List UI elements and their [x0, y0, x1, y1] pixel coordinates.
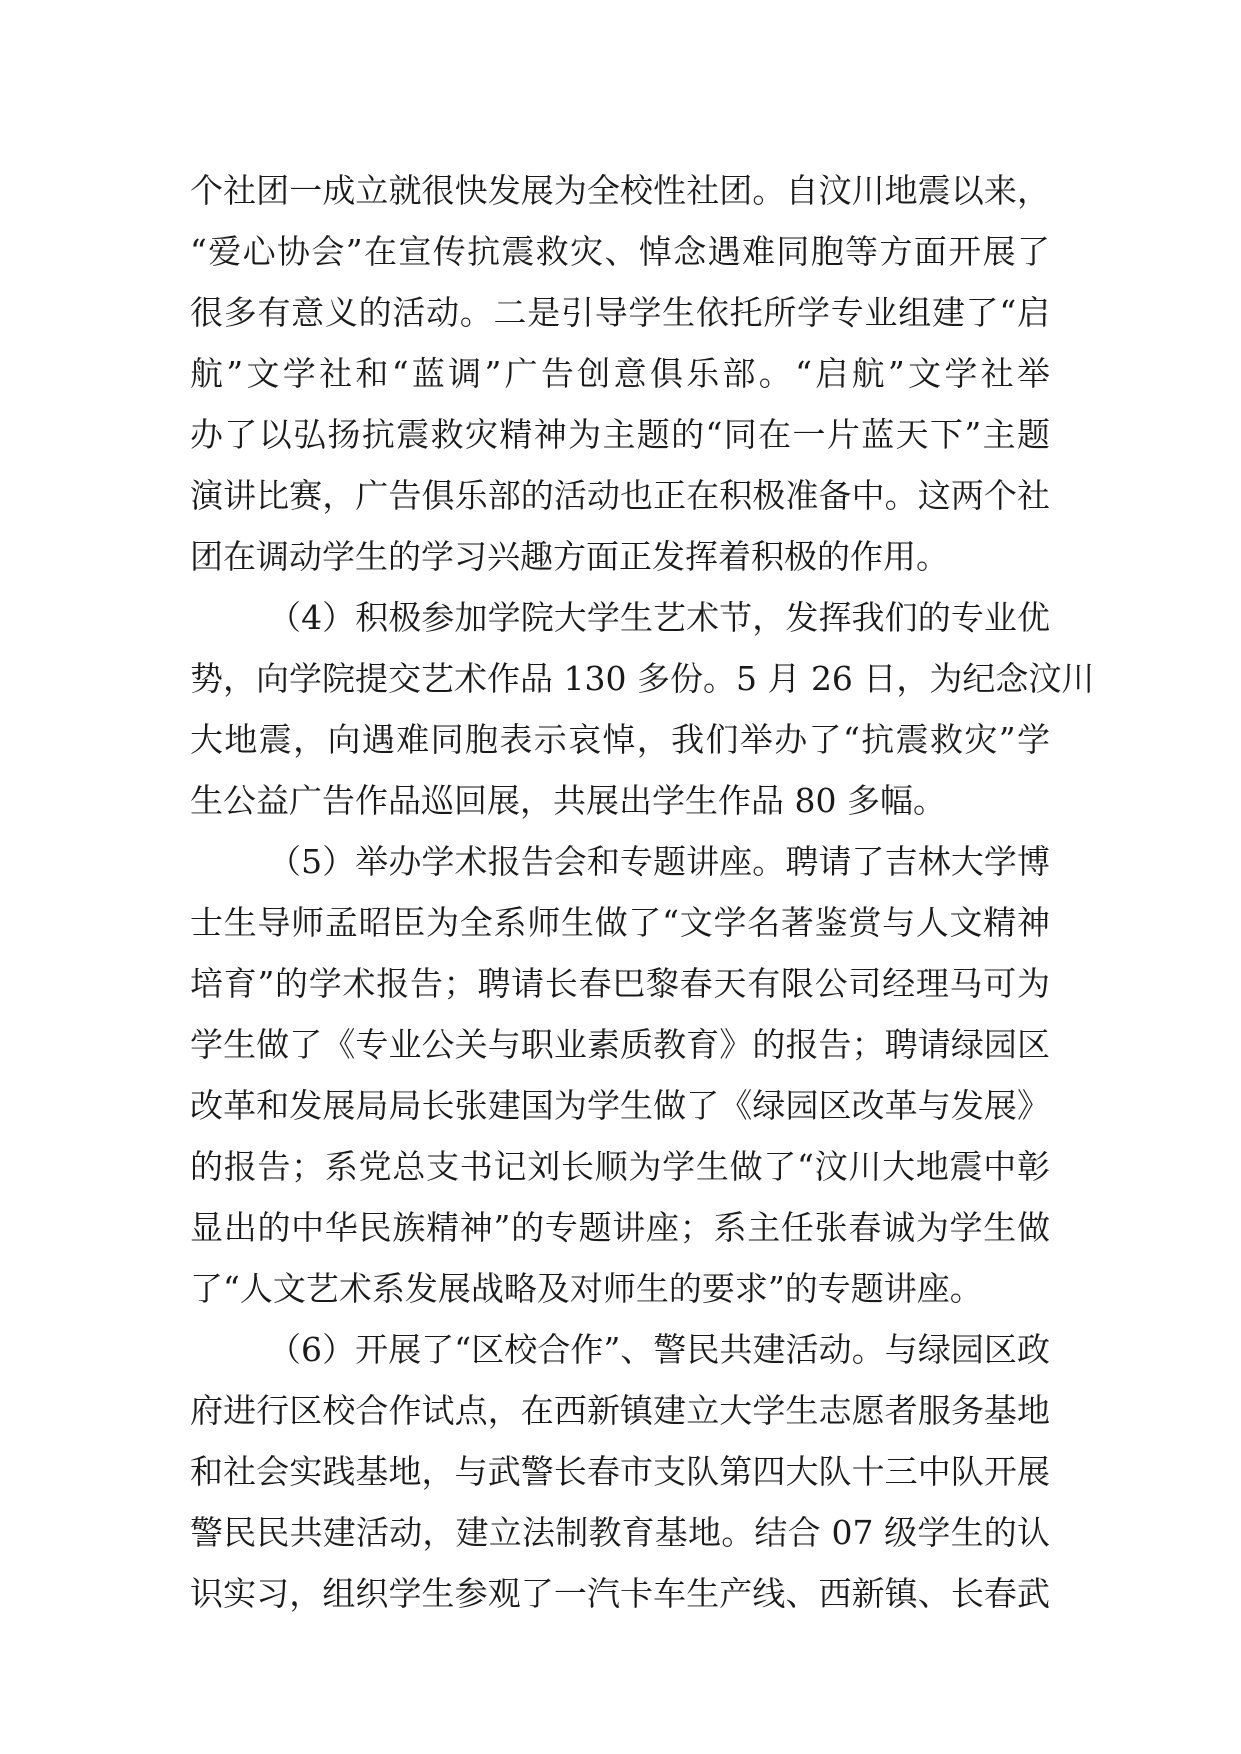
- text-line: 生公益广告作品巡回展，共展出学生作品 80 多幅。: [190, 781, 946, 820]
- text-line: 学生做了《专业公关与职业素质教育》的报告；聘请绿园区: [190, 1025, 1050, 1064]
- text-line: “爱心协会”在宣传抗震救灾、悼念遇难同胞等方面开展了: [190, 232, 1050, 271]
- text-line: 和社会实践基地，与武警长春市支队第四大队十三中队开展: [190, 1452, 1050, 1491]
- paragraph-start-line: （4）积极参加学院大学生艺术节，发挥我们的专业优: [268, 598, 1050, 637]
- paragraph-start-line: （5）举办学术报告会和专题讲座。聘请了吉林大学博: [268, 842, 1050, 881]
- text-line: 大地震，向遇难同胞表示哀悼，我们举办了“抗震救灾”学: [190, 720, 1050, 759]
- text-line: 了“人文艺术系发展战略及对师生的要求”的专题讲座。: [190, 1269, 983, 1308]
- body-text: [190, 160, 1095, 1624]
- paragraph-start-line: （6）开展了“区校合作”、警民共建活动。与绿园区政: [268, 1330, 1050, 1369]
- text-line: 个社团一成立就很快发展为全校性社团。自汶川地震以来，: [190, 171, 1050, 210]
- text-line: 显出的中华民族精神”的专题讲座；系主任张春诚为学生做: [190, 1208, 1050, 1247]
- text-line: 士生导师孟昭臣为全系师生做了“文学名著鉴赏与人文精神: [190, 903, 1050, 942]
- text-line: 警民民共建活动，建立法制教育基地。结合 07 级学生的认: [190, 1513, 1050, 1552]
- text-line: 培育”的学术报告；聘请长春巴黎春天有限公司经理马可为: [190, 964, 1050, 1003]
- text-line: 改革和发展局局长张建国为学生做了《绿园区改革与发展》: [190, 1086, 1050, 1125]
- text-line: 很多有意义的活动。二是引导学生依托所学专业组建了“启: [190, 293, 1050, 332]
- text-line: 势，向学院提交艺术作品 130 多份。5 月 26 日，为纪念汶川: [190, 659, 1095, 698]
- text-line: 办了以弘扬抗震救灾精神为主题的“同在一片蓝天下”主题: [190, 415, 1050, 454]
- text-line: 团在调动学生的学习兴趣方面正发挥着积极的作用。: [190, 537, 949, 576]
- text-line: 的报告；系党总支书记刘长顺为学生做了“汶川大地震中彰: [190, 1147, 1050, 1186]
- text-line: 航”文学社和“蓝调”广告创意俱乐部。“启航”文学社举: [190, 354, 1050, 393]
- text-line: 演讲比赛，广告俱乐部的活动也正在积极准备中。这两个社: [190, 476, 1050, 515]
- text-line: 识实习，组织学生参观了一汽卡车生产线、西新镇、长春武: [190, 1574, 1050, 1613]
- text-line: 府进行区校合作试点，在西新镇建立大学生志愿者服务基地: [190, 1391, 1050, 1430]
